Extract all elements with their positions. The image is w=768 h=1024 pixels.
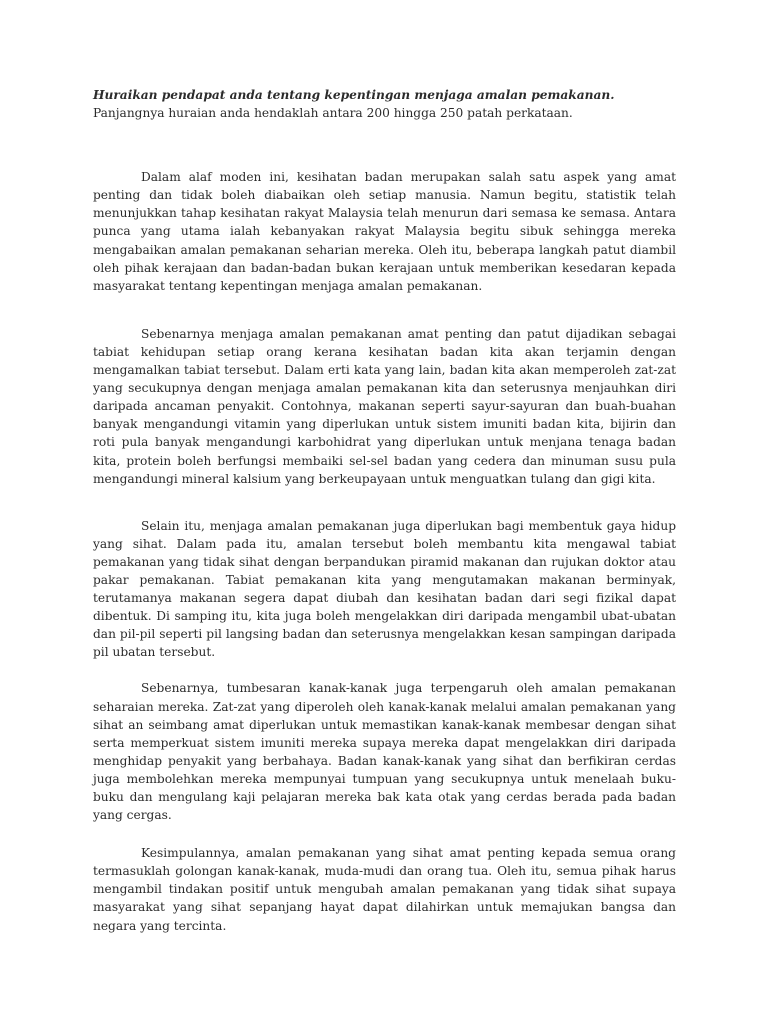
essay-paragraph-introduction: Dalam alaf moden ini, kesihatan badan merupakan salah satu aspek yang amat penting dan tidak boleh diabaikan oleh setiap manusia. Namun begitu, statistik telah menunjukkan tahap kesihatan rakyat Malaysia telah menurun dari semasa ke semasa. Antara punca yang utama ialah kebanyakan rakyat Malaysia begitu sibuk sehingga mereka mengabaikan amalan pemakanan seharian mereka. Oleh itu, beberapa langkah patut diambil oleh pihak kerajaan dan badan-badan bukan kerajaan untuk memberikan kesedaran kepada masyarakat tentang kepentingan menjaga amalan pemakanan. xyxy=(93,170,676,293)
document-page xyxy=(93,86,676,935)
essay-paragraph-body-1: Sebenarnya menjaga amalan pemakanan amat penting dan patut dijadikan sebagai tabiat kehidupan setiap orang kerana kesihatan badan kita akan terjamin dengan mengamalkan tabiat tersebut. Dalam erti kata yang lain, badan kita akan memperoleh zat-zat yang secukupnya dengan menjaga amalan pemakanan kita dan seterusnya menjauhkan diri daripada ancaman penyakit. Contohnya, makanan seperti sayur-sayuran dan buah-buahan banyak mengandungi vitamin yang diperlukan untuk sistem imuniti badan kita, bijirin dan roti pula banyak mengandungi karbohidrat yang diperlukan untuk menjana tenaga badan kita, protein boleh berfungsi membaiki sel-sel badan yang cedera dan minuman susu pula mengandungi mineral kalsium yang berkeupayaan untuk menguatkan tulang dan gigi kita. xyxy=(93,326,676,486)
question-bold-text: Huraikan pendapat anda tentang kepentingan menjaga amalan pemakanan. xyxy=(93,88,615,102)
essay-paragraph-body-2: Selain itu, menjaga amalan pemakanan juga diperlukan bagi membentuk gaya hidup yang sihat. Dalam pada itu, amalan tersebut boleh membantu kita mengawal tabiat pemakanan yang tidak sihat dengan berpandukan piramid makanan dan rujukan doktor atau pakar pemakanan. Tabiat pemakanan kita yang mengutamakan makanan berminyak, terutamanya makanan segera dapat diubah dan kesihatan badan dari segi fizikal dapat dibentuk. Di samping itu, kita juga boleh mengelakkan diri daripada mengambil ubat-ubatan dan pil-pil seperti pil langsing badan dan seterusnya mengelakkan kesan sampingan daripada pil ubatan tersebut. xyxy=(93,518,676,660)
essay-question xyxy=(93,86,676,122)
question-instruction-text: Panjangnya huraian anda hendaklah antara 200 hingga 250 patah perkataan. xyxy=(93,106,573,121)
essay-paragraph-conclusion: Kesimpulannya, amalan pemakanan yang sihat amat penting kepada semua orang termasuklah golongan kanak-kanak, muda-mudi dan orang tua. Oleh itu, semua pihak harus mengambil tindakan positif untuk mengubah amalan pemakanan yang tidak sihat supaya masyarakat yang sihat sepanjang hayat dapat dilahirkan untuk memajukan bangsa dan negara yang tercinta. xyxy=(93,846,676,933)
essay-paragraph-body-3: Sebenarnya, tumbesaran kanak-kanak juga terpengaruh oleh amalan pemakanan seharaian mereka. Zat-zat yang diperoleh oleh kanak-kanak melalui amalan pemakanan yang sihat an seimbang amat diperlukan untuk memastikan kanak-kanak membesar dengan sihat serta memperkuat sistem imuniti mereka supaya mereka dapat mengelakkan diri daripada menghidap penyakit yang berbahaya. Badan kanak-kanak yang sihat dan berfikiran cerdas juga membolehkan mereka mempunyai tumpuan yang secukupnya untuk menelaah buku-buku dan mengulang kaji pelajaran mereka bak kata otak yang cerdas berada pada badan yang cergas. xyxy=(93,681,676,823)
